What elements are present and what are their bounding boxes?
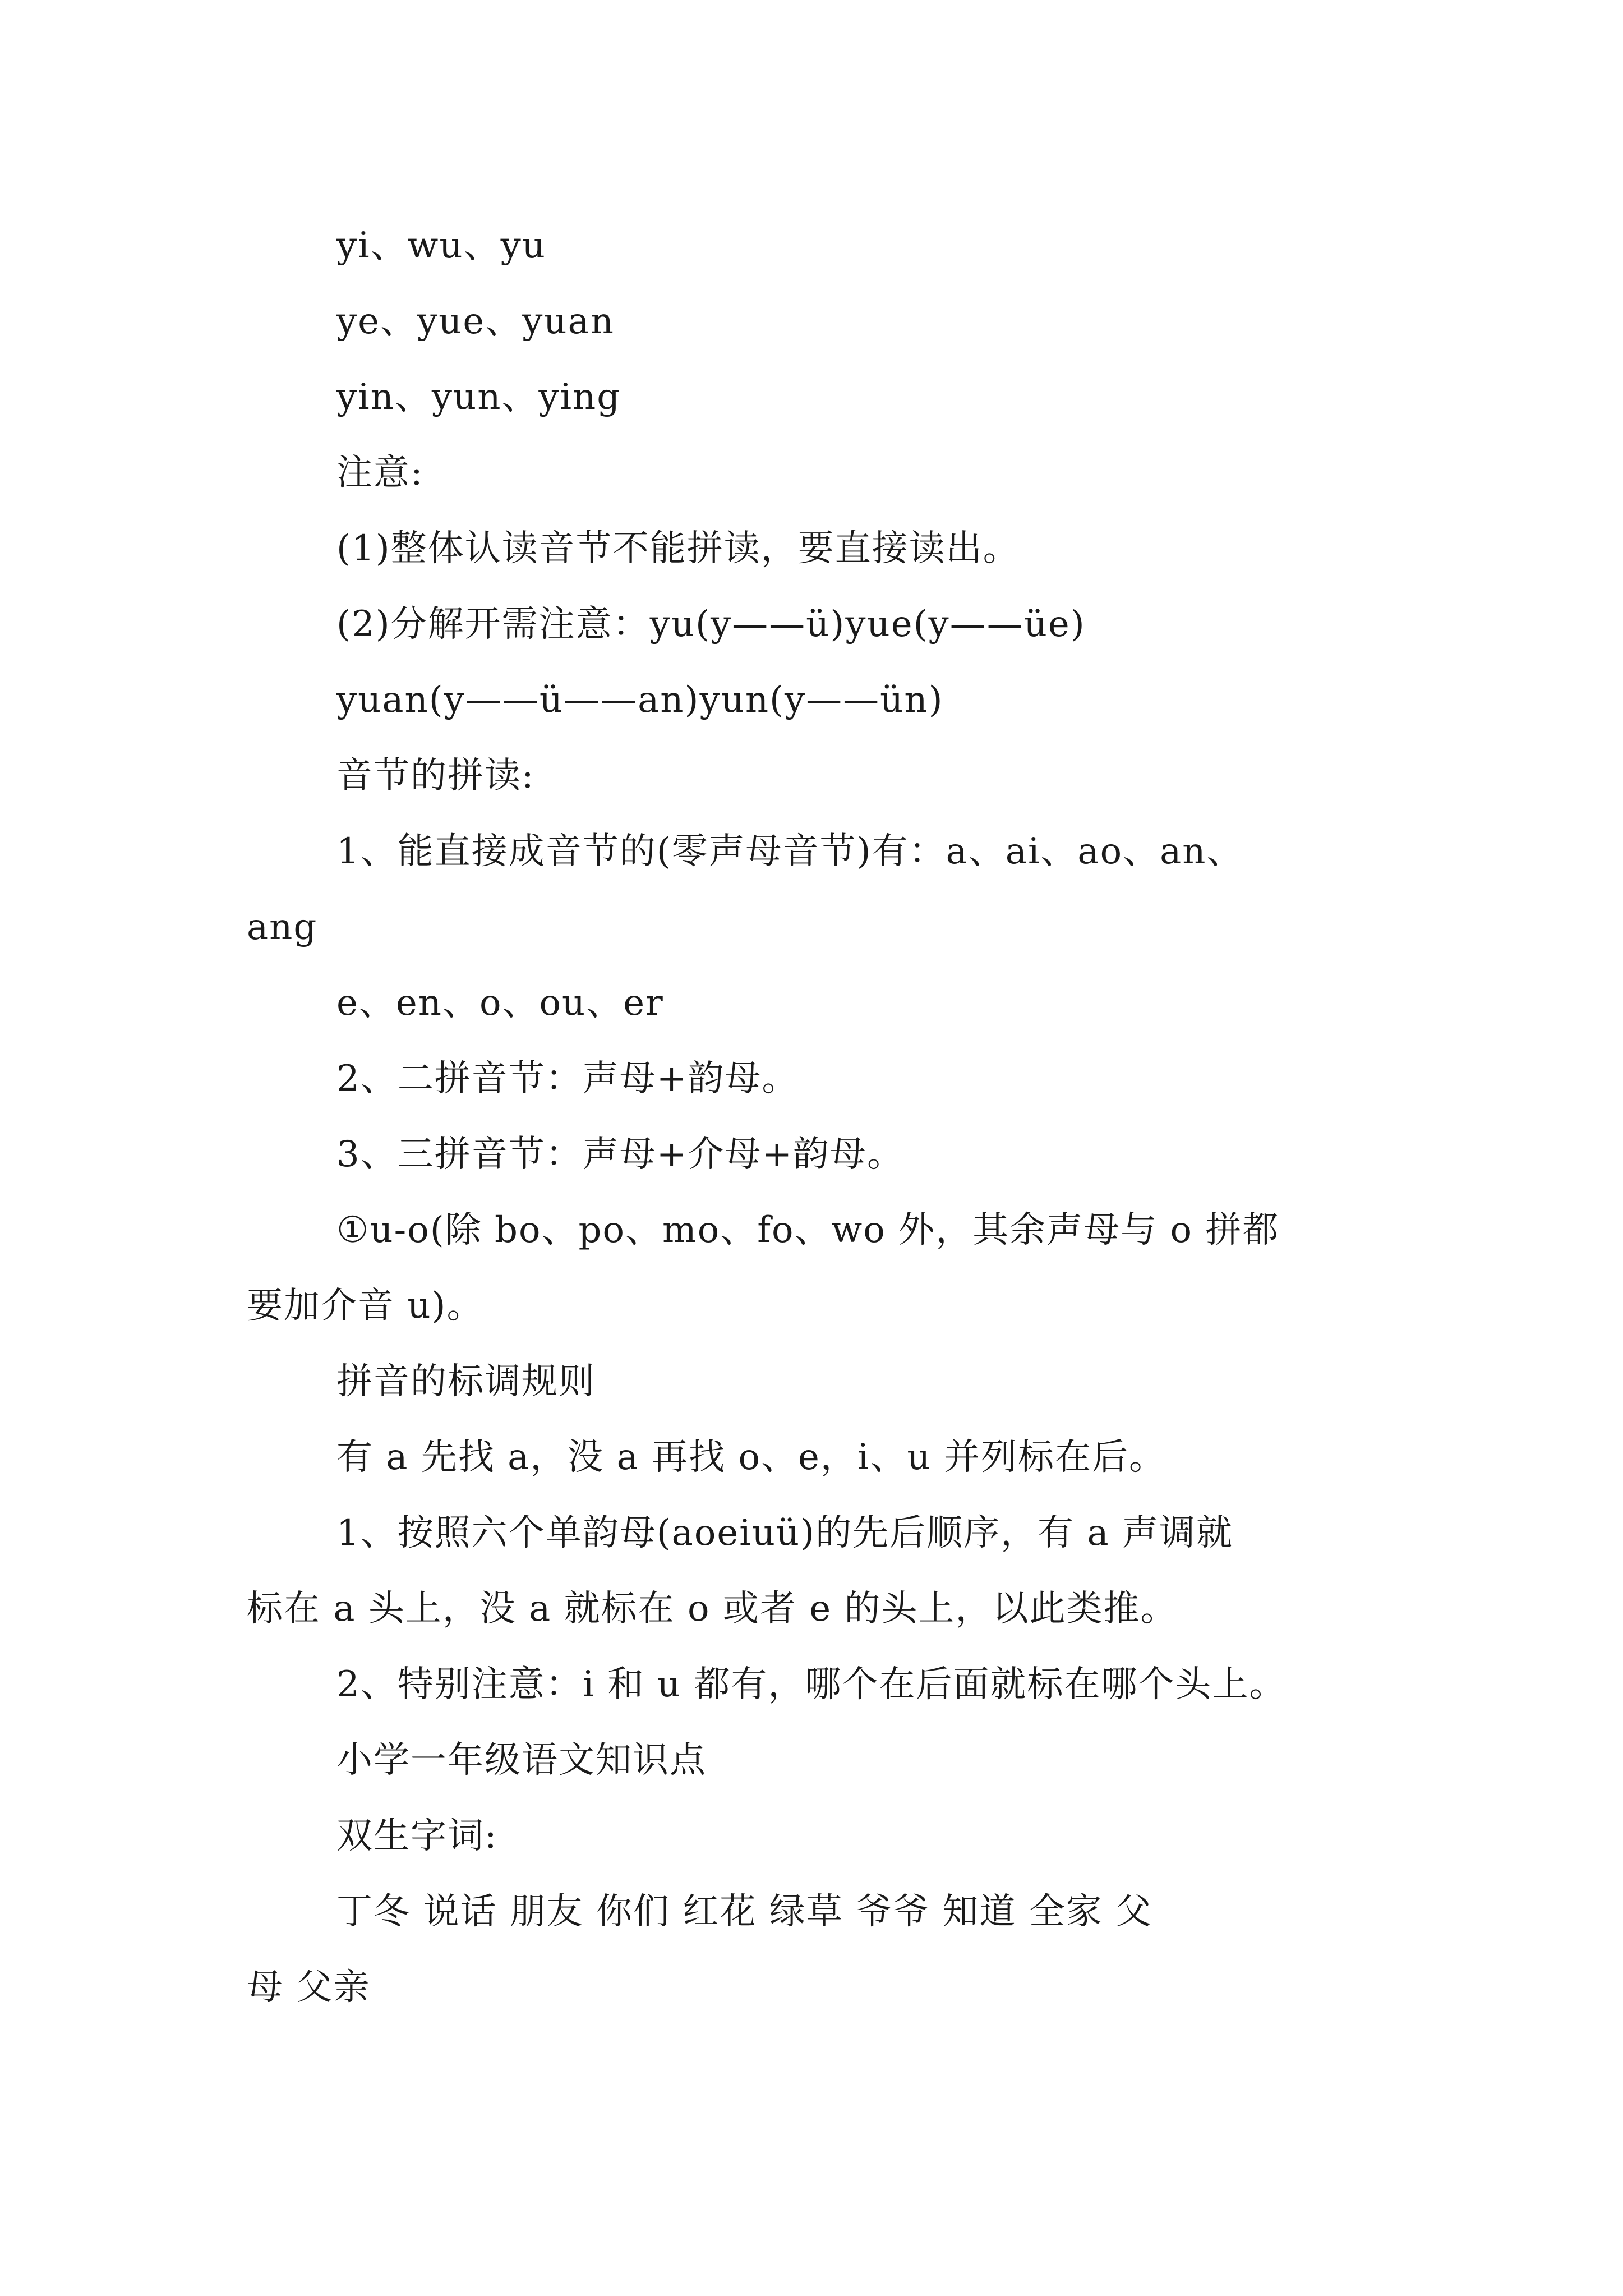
text-line-13: 3、三拼音节：声母+介母+韵母。 <box>336 1134 904 1175</box>
text-line-14: ①u-o(除 bo、po、mo、fo、wo 外，其余声母与 o 拼都 <box>336 1209 1280 1251</box>
text-line-5: (1)整体认读音节不能拼读，要直接读出。 <box>336 528 1020 569</box>
text-line-21: 小学一年级语文知识点 <box>336 1740 707 1781</box>
text-line-4: 注意: <box>336 452 424 494</box>
text-line-17: 有 a 先找 a，没 a 再找 o、e，i、u 并列标在后。 <box>336 1437 1166 1478</box>
text-line-7: yuan(y——ü——an)yun(y——ün) <box>336 679 944 721</box>
text-line-1: yi、wu、yu <box>336 225 546 266</box>
text-line-22: 双生字词: <box>336 1815 498 1857</box>
text-line-16: 拼音的标调规则 <box>336 1361 596 1402</box>
text-line-20: 2、特别注意：i 和 u 都有，哪个在后面就标在哪个头上。 <box>336 1664 1287 1705</box>
text-line-3: yin、yun、ying <box>336 376 621 418</box>
text-line-18: 1、按照六个单韵母(aoeiuü)的先后顺序，有 a 声调就 <box>336 1512 1233 1554</box>
text-line-8: 音节的拼读: <box>336 755 535 797</box>
text-line-10: ang <box>247 907 318 948</box>
text-line-2: ye、yue、yuan <box>336 301 615 342</box>
text-line-12: 2、二拼音节：声母+韵母。 <box>336 1058 799 1099</box>
text-line-19: 标在 a 头上，没 a 就标在 o 或者 e 的头上，以此类推。 <box>247 1588 1178 1630</box>
text-line-9: 1、能直接成音节的(零声母音节)有：a、ai、ao、an、 <box>336 831 1244 872</box>
text-line-23: 丁冬 说话 朋友 你们 红花 绿草 爷爷 知道 全家 父 <box>336 1891 1153 1932</box>
text-line-6: (2)分解开需注意：yu(y——ü)yue(y——üe) <box>336 604 1086 645</box>
text-line-24: 母 父亲 <box>247 1967 371 2008</box>
text-line-15: 要加介音 u)。 <box>247 1285 484 1327</box>
text-line-11: e、en、o、ou、er <box>336 982 664 1024</box>
